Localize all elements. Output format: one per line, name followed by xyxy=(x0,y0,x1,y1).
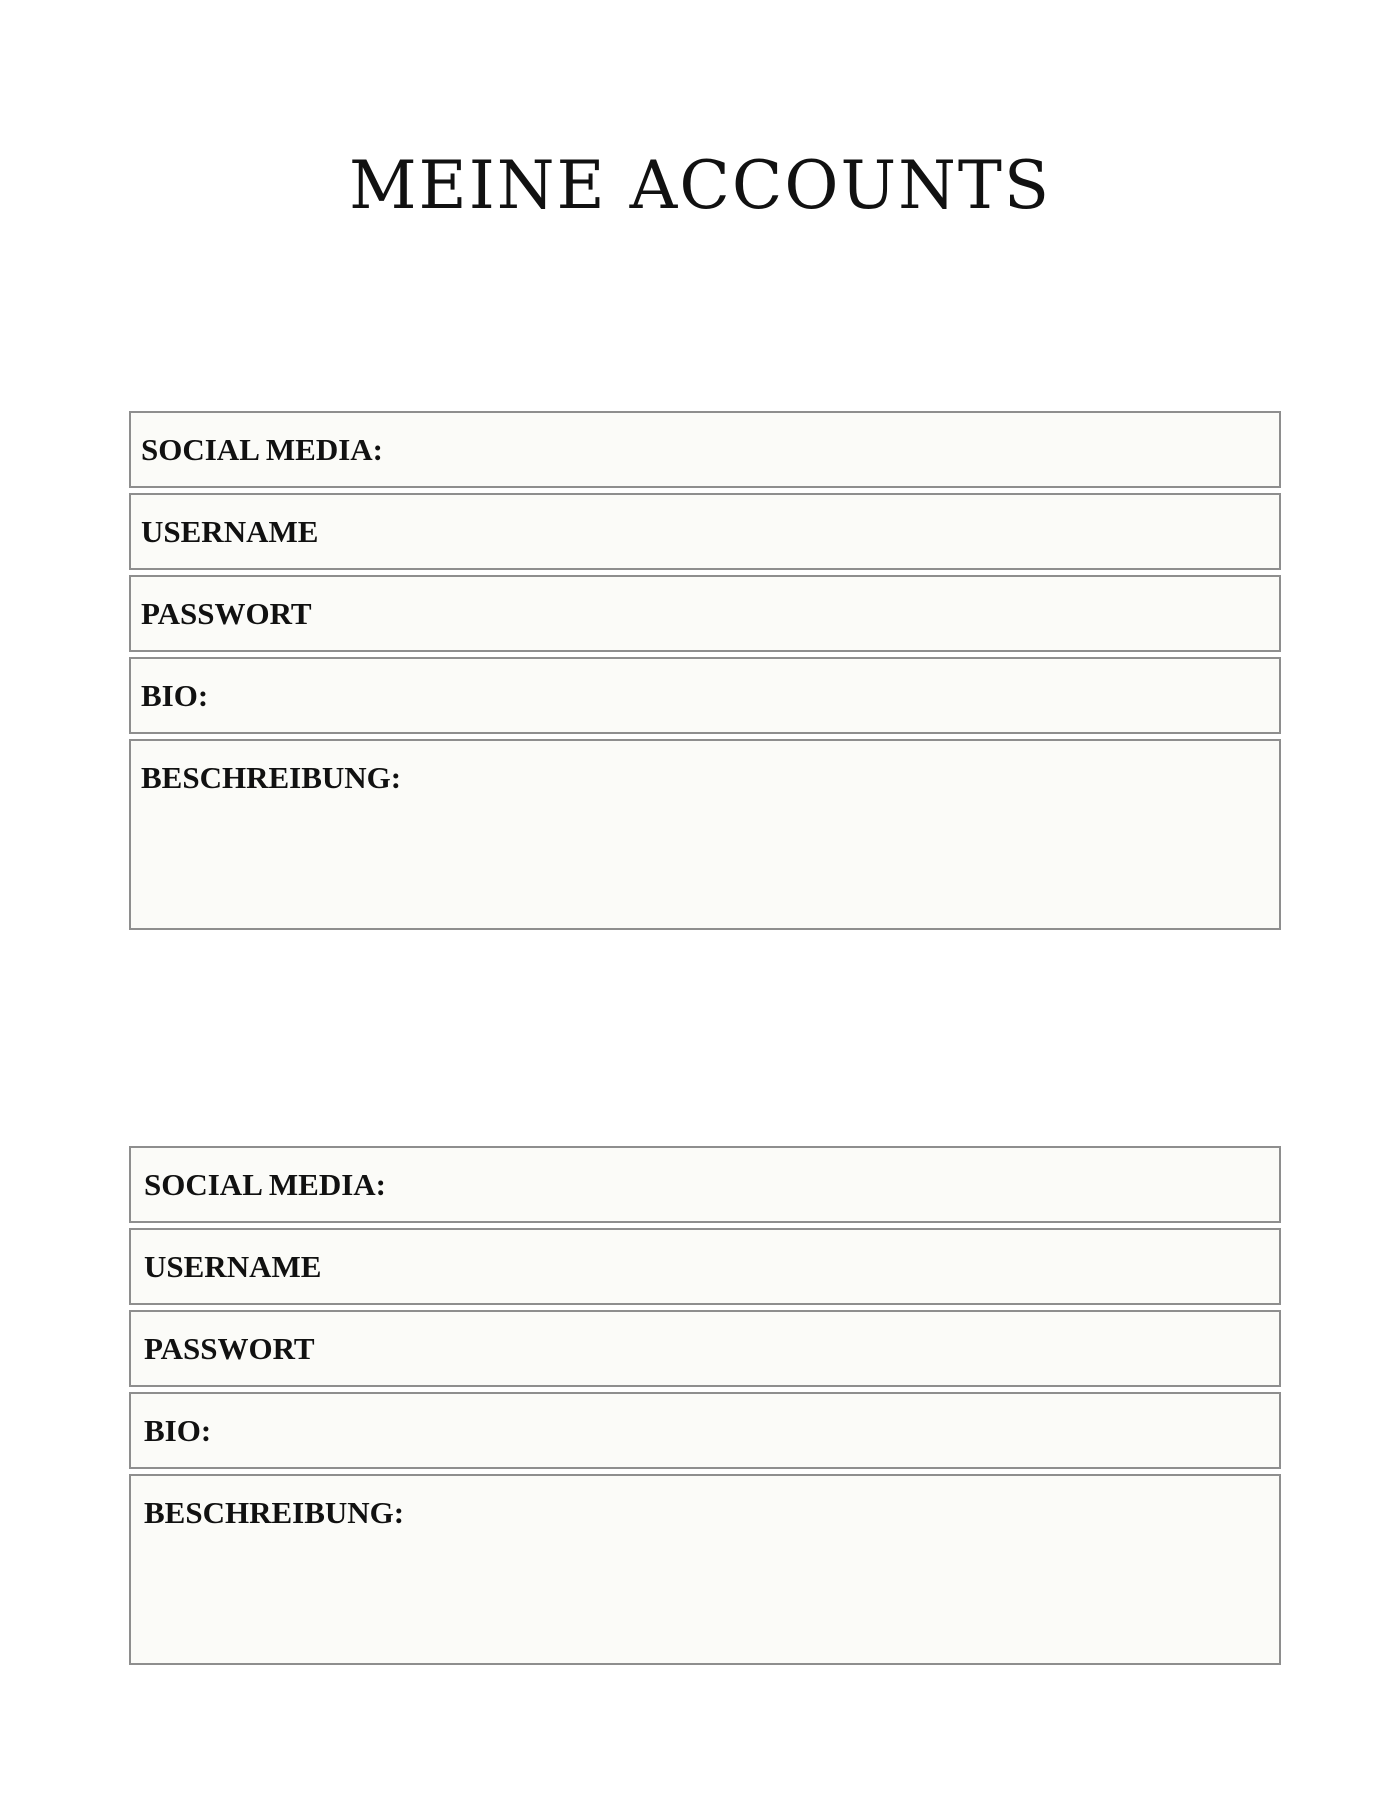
social-media-field[interactable] xyxy=(129,411,1281,488)
social-media-field[interactable] xyxy=(129,1146,1281,1223)
bio-field[interactable] xyxy=(129,657,1281,734)
description-field[interactable] xyxy=(129,1474,1281,1665)
bio-field[interactable] xyxy=(129,1392,1281,1469)
password-label: PASSWORT xyxy=(141,596,312,631)
description-label: BESCHREIBUNG: xyxy=(144,1495,405,1530)
social-media-label: SOCIAL MEDIA: xyxy=(144,1167,387,1202)
account-form-1 xyxy=(129,411,1281,935)
username-field[interactable] xyxy=(129,1228,1281,1305)
password-field[interactable] xyxy=(129,1310,1281,1387)
username-field[interactable] xyxy=(129,493,1281,570)
page-title: MEINE ACCOUNTS xyxy=(348,147,1052,224)
password-label: PASSWORT xyxy=(144,1331,315,1366)
social-media-label: SOCIAL MEDIA: xyxy=(141,432,384,467)
description-field[interactable] xyxy=(129,739,1281,930)
username-label: USERNAME xyxy=(141,514,319,549)
password-field[interactable] xyxy=(129,575,1281,652)
account-form-2 xyxy=(129,1146,1281,1670)
bio-label: BIO: xyxy=(141,678,209,713)
username-label: USERNAME xyxy=(144,1249,322,1284)
bio-label: BIO: xyxy=(144,1413,212,1448)
description-label: BESCHREIBUNG: xyxy=(141,760,402,795)
